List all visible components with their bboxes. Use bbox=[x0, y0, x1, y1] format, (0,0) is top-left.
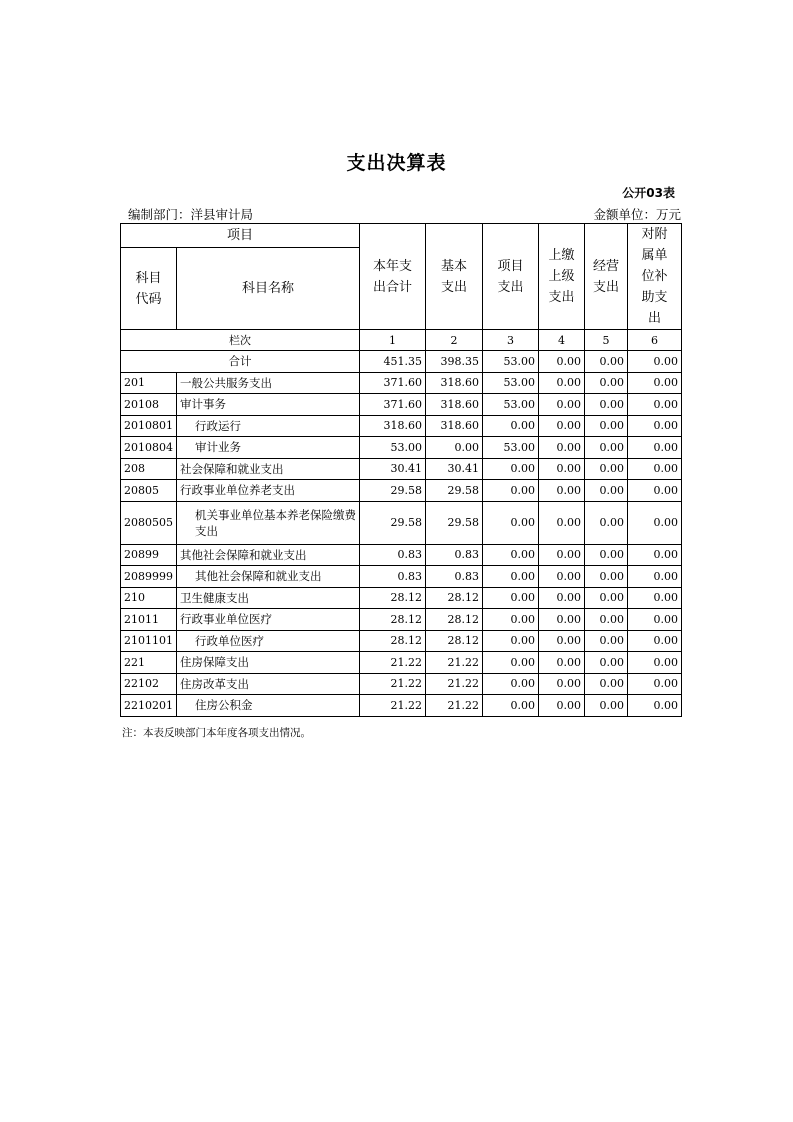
compiling-department: 编制部门：洋县审计局 bbox=[128, 207, 254, 222]
subject-code: 2010801 bbox=[121, 415, 177, 437]
amount-cell: 53.00 bbox=[483, 437, 539, 459]
table-row bbox=[121, 544, 682, 566]
subject-name: 审计业务 bbox=[177, 437, 360, 459]
subject-name: 行政事业单位养老支出 bbox=[177, 480, 360, 502]
header-code: 科目代码 bbox=[121, 248, 177, 330]
header-biz: 经营支出 bbox=[585, 224, 628, 330]
subject-code: 22102 bbox=[121, 673, 177, 695]
subject-name: 机关事业单位基本养老保险缴费支出 bbox=[177, 501, 360, 544]
amount-cell: 0.83 bbox=[360, 544, 426, 566]
index-col: 6 bbox=[628, 330, 682, 351]
total-label: 合计 bbox=[121, 351, 360, 373]
amount-cell: 0.00 bbox=[628, 544, 682, 566]
amount-cell: 451.35 bbox=[360, 351, 426, 373]
amount-cell: 0.83 bbox=[360, 566, 426, 588]
table-row bbox=[121, 695, 682, 717]
amount-cell: 21.22 bbox=[360, 673, 426, 695]
amount-cell: 0.00 bbox=[483, 415, 539, 437]
amount-cell: 0.00 bbox=[628, 673, 682, 695]
amount-cell: 0.00 bbox=[628, 351, 682, 373]
amount-cell: 0.00 bbox=[585, 437, 628, 459]
amount-cell: 0.00 bbox=[426, 437, 483, 459]
amount-cell: 0.00 bbox=[539, 609, 585, 631]
amount-cell: 28.12 bbox=[426, 587, 483, 609]
subject-code: 210 bbox=[121, 587, 177, 609]
subject-code: 2080505 bbox=[121, 501, 177, 544]
amount-cell: 21.22 bbox=[426, 673, 483, 695]
table-row bbox=[121, 437, 682, 459]
amount-cell: 0.00 bbox=[539, 437, 585, 459]
amount-cell: 0.00 bbox=[585, 480, 628, 502]
amount-cell: 53.00 bbox=[360, 437, 426, 459]
amount-cell: 0.00 bbox=[539, 458, 585, 480]
subject-name: 行政单位医疗 bbox=[177, 630, 360, 652]
amount-cell: 0.00 bbox=[585, 630, 628, 652]
amount-cell: 0.00 bbox=[628, 630, 682, 652]
amount-cell: 28.12 bbox=[426, 609, 483, 631]
table-row bbox=[121, 566, 682, 588]
amount-cell: 0.00 bbox=[539, 501, 585, 544]
subject-name: 住房公积金 bbox=[177, 695, 360, 717]
amount-cell: 0.00 bbox=[585, 609, 628, 631]
index-label: 栏次 bbox=[121, 330, 360, 351]
amount-cell: 21.22 bbox=[426, 695, 483, 717]
amount-cell: 0.00 bbox=[585, 587, 628, 609]
amount-cell: 0.00 bbox=[585, 544, 628, 566]
amount-cell: 21.22 bbox=[360, 652, 426, 674]
table-row bbox=[121, 394, 682, 416]
amount-cell: 0.00 bbox=[628, 652, 682, 674]
amount-cell: 0.00 bbox=[585, 652, 628, 674]
amount-cell: 30.41 bbox=[426, 458, 483, 480]
amount-cell: 0.00 bbox=[585, 351, 628, 373]
amount-cell: 0.00 bbox=[539, 372, 585, 394]
table-row bbox=[121, 587, 682, 609]
table-row bbox=[121, 630, 682, 652]
amount-cell: 0.00 bbox=[628, 695, 682, 717]
amount-cell: 0.00 bbox=[483, 630, 539, 652]
amount-cell: 0.00 bbox=[628, 394, 682, 416]
amount-cell: 0.00 bbox=[483, 652, 539, 674]
amount-cell: 0.00 bbox=[585, 673, 628, 695]
page-title: 支出决算表 bbox=[346, 152, 447, 174]
amount-cell: 0.00 bbox=[539, 587, 585, 609]
subject-name: 住房改革支出 bbox=[177, 673, 360, 695]
amount-cell: 28.12 bbox=[360, 587, 426, 609]
subject-code: 221 bbox=[121, 652, 177, 674]
subject-code: 2101101 bbox=[121, 630, 177, 652]
subject-name: 其他社会保障和就业支出 bbox=[177, 566, 360, 588]
amount-cell: 0.00 bbox=[585, 372, 628, 394]
amount-cell: 0.00 bbox=[483, 544, 539, 566]
amount-cell: 0.00 bbox=[539, 566, 585, 588]
header-sub: 对附属单位补助支出 bbox=[628, 224, 682, 330]
subject-name: 住房保障支出 bbox=[177, 652, 360, 674]
header-basic: 基本支出 bbox=[426, 224, 483, 330]
amount-cell: 29.58 bbox=[360, 480, 426, 502]
table-row bbox=[121, 652, 682, 674]
amount-cell: 0.00 bbox=[585, 458, 628, 480]
amount-cell: 53.00 bbox=[483, 351, 539, 373]
total-row bbox=[121, 351, 682, 373]
subject-code: 20805 bbox=[121, 480, 177, 502]
header-project: 项目 bbox=[121, 224, 360, 248]
header-upper: 上缴上级支出 bbox=[539, 224, 585, 330]
table-row bbox=[121, 673, 682, 695]
amount-cell: 0.00 bbox=[483, 458, 539, 480]
amount-cell: 0.00 bbox=[539, 695, 585, 717]
form-number: 公开03表 bbox=[622, 186, 675, 200]
amount-cell: 0.00 bbox=[483, 609, 539, 631]
header-row-1 bbox=[121, 224, 682, 248]
table-note: 注：本表反映部门本年度各项支出情况。 bbox=[122, 727, 311, 739]
amount-cell: 0.00 bbox=[539, 480, 585, 502]
subject-name: 行政运行 bbox=[177, 415, 360, 437]
amount-unit: 金额单位：万元 bbox=[593, 207, 681, 222]
subject-name: 社会保障和就业支出 bbox=[177, 458, 360, 480]
amount-cell: 29.58 bbox=[426, 501, 483, 544]
subject-code: 20108 bbox=[121, 394, 177, 416]
amount-cell: 29.58 bbox=[426, 480, 483, 502]
amount-cell: 0.00 bbox=[628, 372, 682, 394]
amount-cell: 0.00 bbox=[628, 437, 682, 459]
amount-cell: 28.12 bbox=[360, 609, 426, 631]
subject-name: 行政事业单位医疗 bbox=[177, 609, 360, 631]
amount-cell: 318.60 bbox=[426, 394, 483, 416]
amount-cell: 0.83 bbox=[426, 566, 483, 588]
amount-cell: 0.00 bbox=[585, 394, 628, 416]
amount-cell: 0.00 bbox=[483, 587, 539, 609]
index-col: 2 bbox=[426, 330, 483, 351]
subject-code: 2010804 bbox=[121, 437, 177, 459]
amount-cell: 0.00 bbox=[585, 415, 628, 437]
amount-cell: 21.22 bbox=[426, 652, 483, 674]
amount-cell: 28.12 bbox=[360, 630, 426, 652]
amount-cell: 0.00 bbox=[585, 566, 628, 588]
amount-cell: 0.00 bbox=[539, 652, 585, 674]
amount-cell: 28.12 bbox=[426, 630, 483, 652]
subject-name: 卫生健康支出 bbox=[177, 587, 360, 609]
amount-cell: 0.00 bbox=[539, 544, 585, 566]
amount-cell: 0.00 bbox=[628, 480, 682, 502]
amount-cell: 0.00 bbox=[628, 415, 682, 437]
table-row bbox=[121, 480, 682, 502]
amount-cell: 21.22 bbox=[360, 695, 426, 717]
amount-cell: 0.00 bbox=[483, 673, 539, 695]
subject-code: 201 bbox=[121, 372, 177, 394]
subject-code: 21011 bbox=[121, 609, 177, 631]
header-proj: 项目支出 bbox=[483, 224, 539, 330]
amount-cell: 53.00 bbox=[483, 372, 539, 394]
amount-cell: 318.60 bbox=[426, 372, 483, 394]
index-row bbox=[121, 330, 682, 351]
amount-cell: 371.60 bbox=[360, 372, 426, 394]
amount-cell: 0.00 bbox=[483, 501, 539, 544]
header-total: 本年支出合计 bbox=[360, 224, 426, 330]
header-name: 科目名称 bbox=[177, 248, 360, 330]
amount-cell: 0.00 bbox=[628, 566, 682, 588]
subject-name: 其他社会保障和就业支出 bbox=[177, 544, 360, 566]
subject-code: 208 bbox=[121, 458, 177, 480]
table-row bbox=[121, 372, 682, 394]
amount-cell: 318.60 bbox=[360, 415, 426, 437]
amount-cell: 0.00 bbox=[483, 566, 539, 588]
amount-cell: 0.00 bbox=[539, 415, 585, 437]
index-col: 1 bbox=[360, 330, 426, 351]
expenditure-table bbox=[120, 223, 682, 717]
amount-cell: 0.00 bbox=[628, 587, 682, 609]
index-col: 5 bbox=[585, 330, 628, 351]
amount-cell: 0.00 bbox=[483, 695, 539, 717]
amount-cell: 0.00 bbox=[628, 501, 682, 544]
amount-cell: 0.83 bbox=[426, 544, 483, 566]
subject-name: 一般公共服务支出 bbox=[177, 372, 360, 394]
subject-code: 2089999 bbox=[121, 566, 177, 588]
amount-cell: 0.00 bbox=[585, 501, 628, 544]
amount-cell: 0.00 bbox=[539, 394, 585, 416]
amount-cell: 0.00 bbox=[585, 695, 628, 717]
amount-cell: 0.00 bbox=[628, 609, 682, 631]
amount-cell: 318.60 bbox=[426, 415, 483, 437]
amount-cell: 0.00 bbox=[483, 480, 539, 502]
table-row bbox=[121, 458, 682, 480]
table-row bbox=[121, 609, 682, 631]
subject-name: 审计事务 bbox=[177, 394, 360, 416]
amount-cell: 398.35 bbox=[426, 351, 483, 373]
table-row bbox=[121, 415, 682, 437]
amount-cell: 0.00 bbox=[539, 630, 585, 652]
amount-cell: 29.58 bbox=[360, 501, 426, 544]
subject-code: 20899 bbox=[121, 544, 177, 566]
subject-code: 2210201 bbox=[121, 695, 177, 717]
table-row bbox=[121, 501, 682, 544]
index-col: 4 bbox=[539, 330, 585, 351]
index-col: 3 bbox=[483, 330, 539, 351]
amount-cell: 0.00 bbox=[628, 458, 682, 480]
amount-cell: 53.00 bbox=[483, 394, 539, 416]
amount-cell: 371.60 bbox=[360, 394, 426, 416]
amount-cell: 0.00 bbox=[539, 351, 585, 373]
amount-cell: 30.41 bbox=[360, 458, 426, 480]
amount-cell: 0.00 bbox=[539, 673, 585, 695]
